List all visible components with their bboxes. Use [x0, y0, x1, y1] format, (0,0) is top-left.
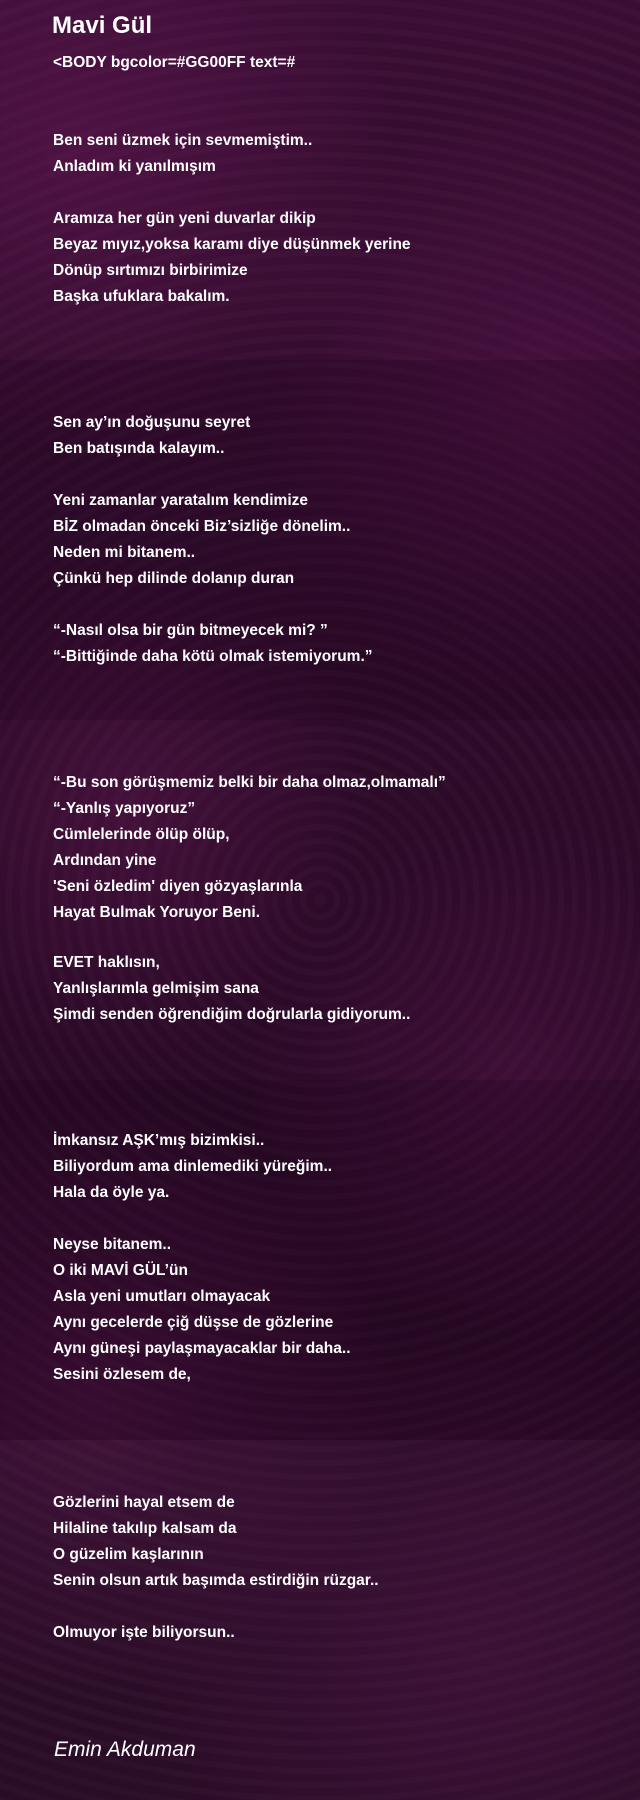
- poem-line: Neden mi bitanem..: [53, 544, 196, 561]
- poem-line: <BODY bgcolor=#GG00FF text=#: [53, 54, 296, 71]
- poem-line: Asla yeni umutları olmayacak: [53, 1288, 271, 1305]
- poem-line: Yanlışlarımla gelmişim sana: [53, 980, 259, 997]
- poem-stanza: [53, 1232, 613, 1388]
- poem-line: Başka ufuklara bakalım.: [53, 288, 230, 305]
- poem-stanza: [53, 1490, 613, 1594]
- poem-line: Aramıza her gün yeni duvarlar dikip: [53, 210, 316, 227]
- poem-line: Hala da öyle ya.: [53, 1184, 170, 1201]
- poem-line: Aynı güneşi paylaşmayacaklar bir daha..: [53, 1340, 351, 1357]
- poem-author: Emin Akduman: [54, 1738, 196, 1761]
- poem-line: Senin olsun artık başımda estirdiğin rüzgar..: [53, 1572, 379, 1589]
- poem-line: Sesini özlesem de,: [53, 1366, 191, 1383]
- poem-line: Ardından yine: [53, 852, 157, 869]
- poem-line: Ben batışında kalayım..: [53, 440, 225, 457]
- poem-line: “-Yanlış yapıyoruz”: [53, 800, 196, 817]
- poem-line: “-Bittiğinde daha kötü olmak istemiyorum.”: [53, 648, 373, 665]
- poem-line: İmkansız AŞK’mış bizimkisi..: [53, 1132, 265, 1149]
- poem-line: “-Nasıl olsa bir gün bitmeyecek mi? ”: [53, 622, 328, 639]
- poem-line: Olmuyor işte biliyorsun..: [53, 1624, 235, 1641]
- poem-line: Cümlelerinde ölüp ölüp,: [53, 826, 230, 843]
- poem-line: Şimdi senden öğrendiğim doğrularla gidiyorum..: [53, 1006, 411, 1023]
- poem-line: 'Seni özledim' diyen gözyaşlarınla: [53, 878, 303, 895]
- poem-line: “-Bu son görüşmemiz belki bir daha olmaz,olmamalı”: [53, 774, 446, 791]
- poem-line: Yeni zamanlar yaratalım kendimize: [53, 492, 309, 509]
- poem-line: Aynı gecelerde çiğ düşse de gözlerine: [53, 1314, 334, 1331]
- poem-line: Gözlerini hayal etsem de: [53, 1494, 235, 1511]
- poem-stanza: [53, 618, 613, 670]
- poem-stanza: [53, 128, 613, 180]
- poem-line: Anladım ki yanılmışım: [53, 158, 216, 175]
- poem-line: Ben seni üzmek için sevmemiştim..: [53, 132, 313, 149]
- poem-line: O güzelim kaşlarının: [53, 1546, 204, 1563]
- poem-title: Mavi Gül: [52, 12, 153, 39]
- poem-line: O iki MAVİ GÜL’ün: [53, 1262, 188, 1279]
- poem-line: EVET haklısın,: [53, 954, 160, 971]
- poem-line: Beyaz mıyız,yoksa karamı diye düşünmek yerine: [53, 236, 411, 253]
- poem-line: Biliyordum ama dinlemediki yüreğim..: [53, 1158, 333, 1175]
- poem-line: BİZ olmadan önceki Biz’sizliğe dönelim..: [53, 518, 351, 535]
- poem-stanza: [53, 1128, 613, 1206]
- poem-stanza: [53, 488, 613, 592]
- poem-stanza: [53, 410, 613, 462]
- poem-stanza: [53, 50, 613, 76]
- poem-stanza: [53, 770, 613, 926]
- poem-stanza: [53, 206, 613, 310]
- poem-line: Neyse bitanem..: [53, 1236, 172, 1253]
- poem-line: Hayat Bulmak Yoruyor Beni.: [53, 904, 261, 921]
- poem-stanza: [53, 950, 613, 1028]
- poem-line: Sen ay’ın doğuşunu seyret: [53, 414, 251, 431]
- poem-line: Dönüp sırtımızı birbirimize: [53, 262, 248, 279]
- poem-line: Hilaline takılıp kalsam da: [53, 1520, 237, 1537]
- poem-stanza: [53, 1620, 613, 1646]
- poem-line: Çünkü hep dilinde dolanıp duran: [53, 570, 295, 587]
